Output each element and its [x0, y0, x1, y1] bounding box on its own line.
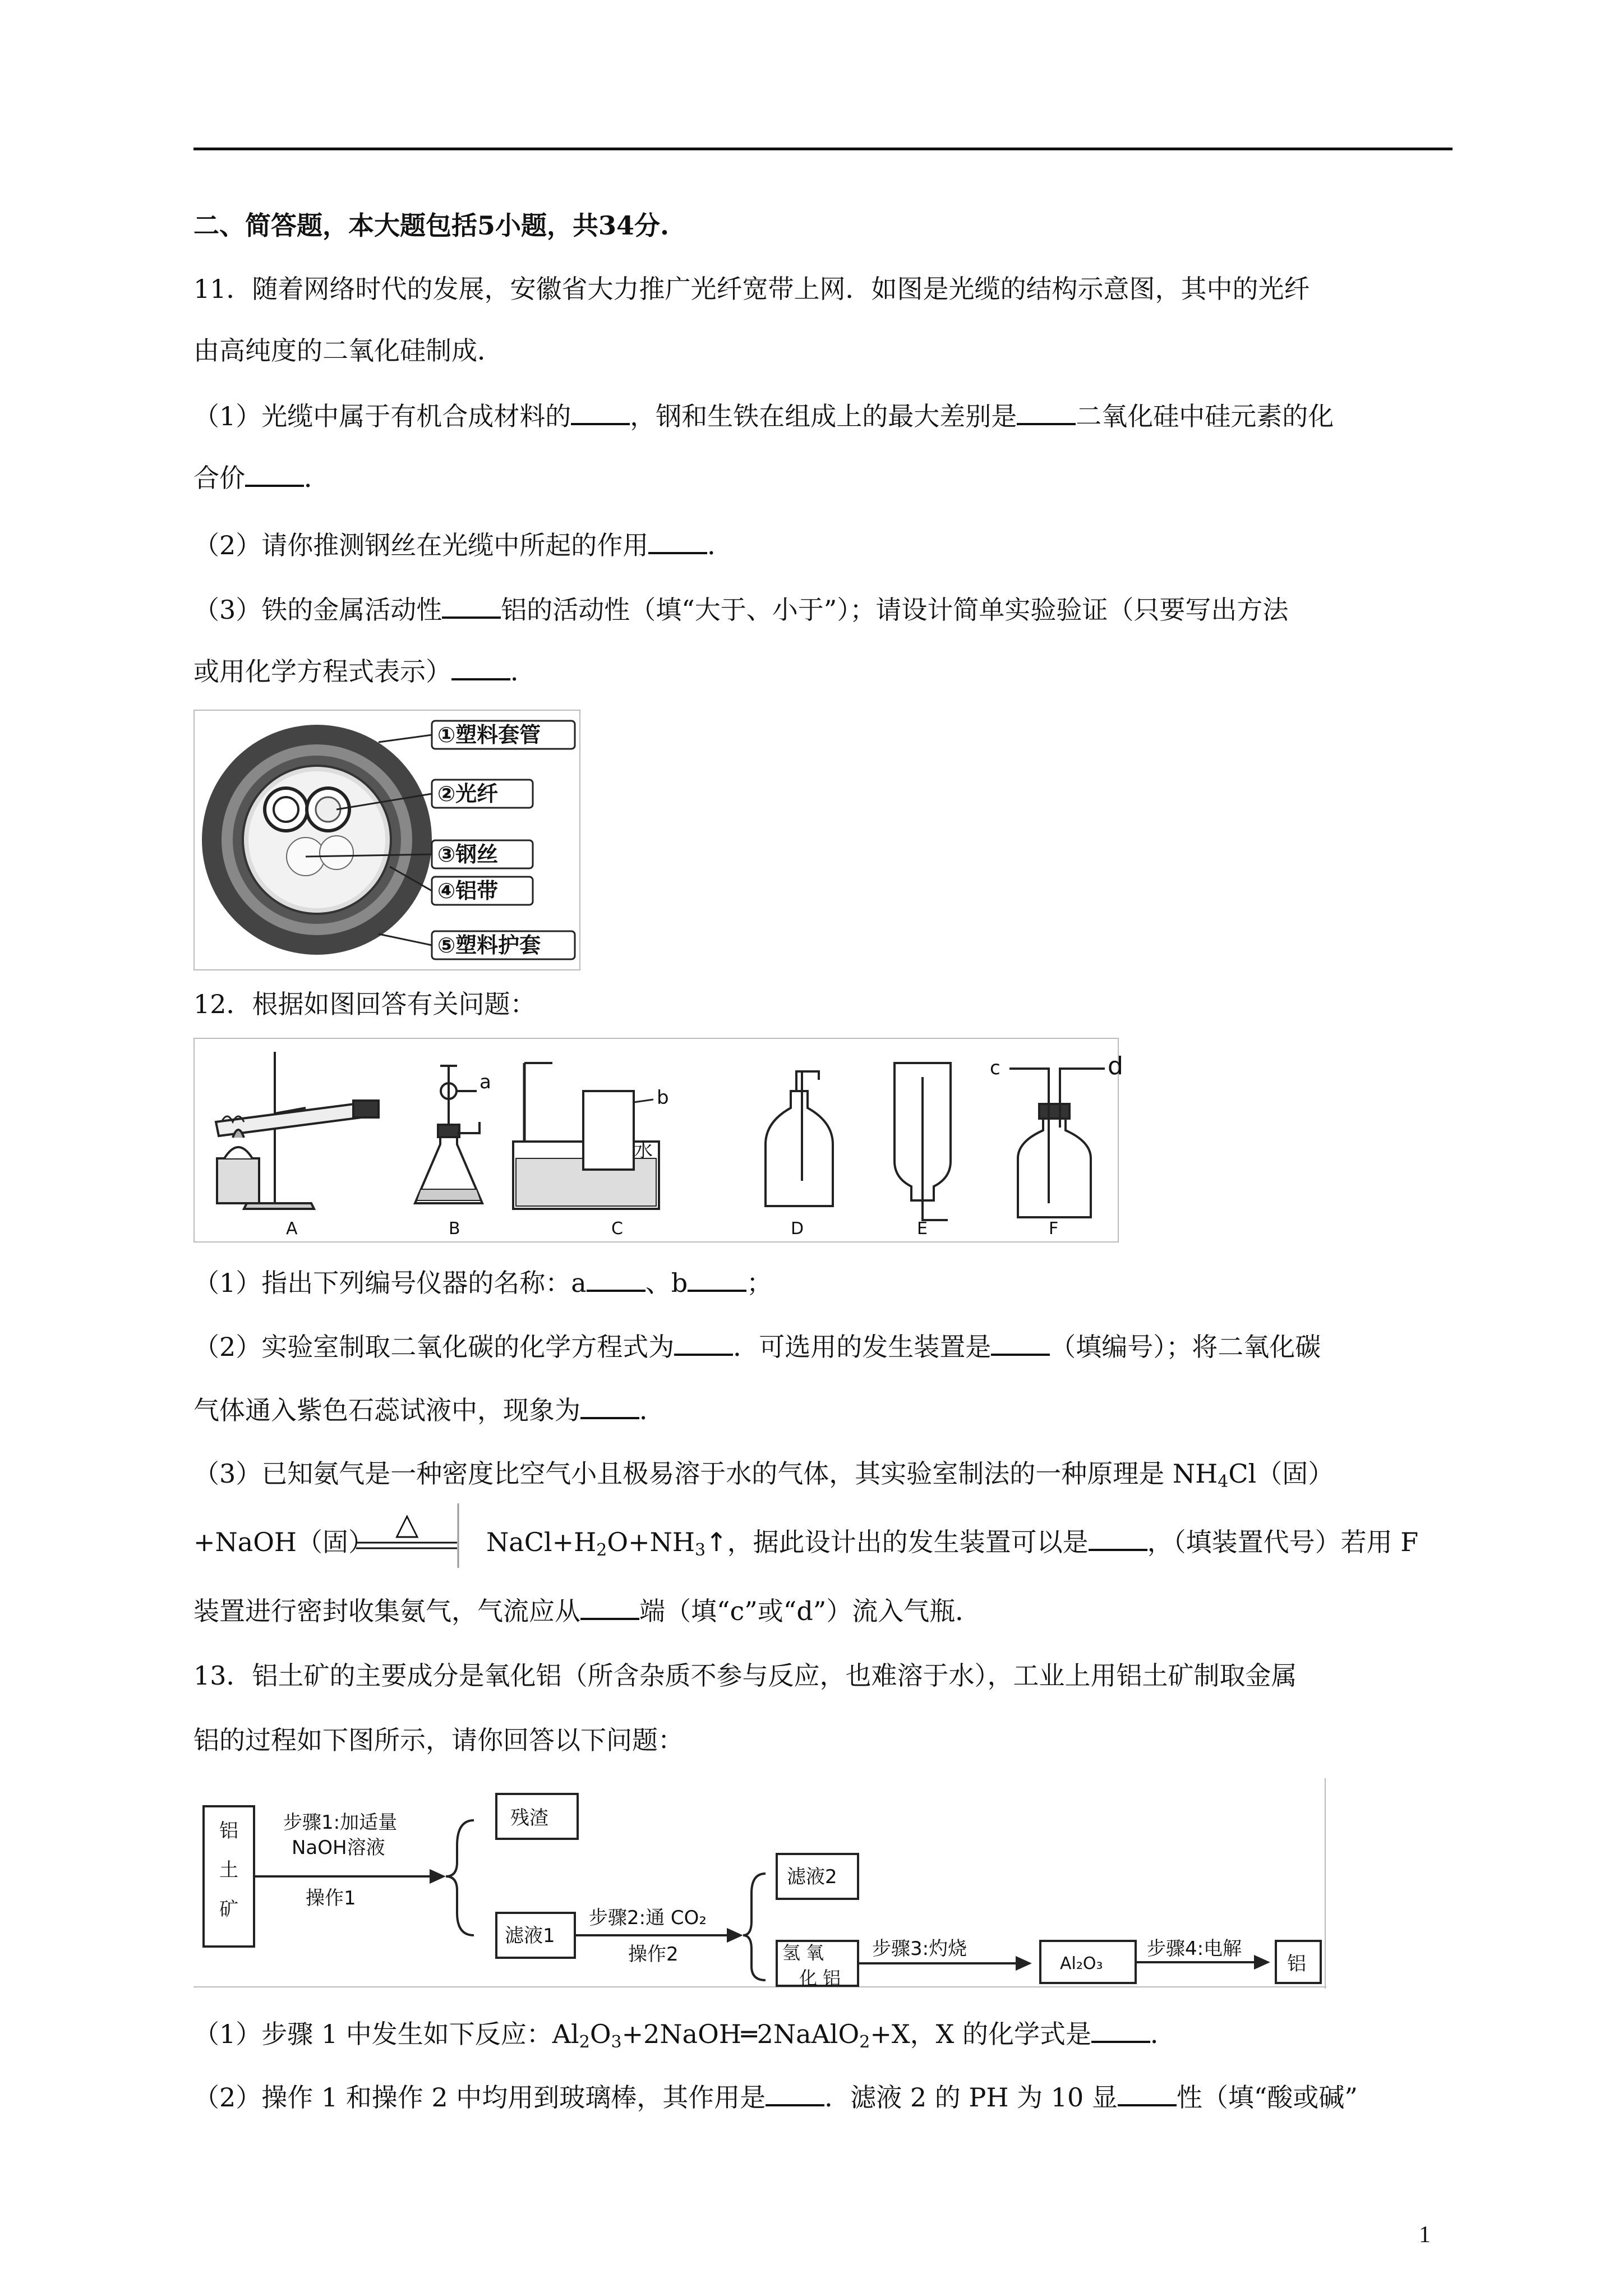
apparatus-label: B: [449, 1219, 460, 1239]
q13-stem-line2: 铝的过程如下图所示，请你回答以下问题：: [193, 1725, 684, 1755]
apparatus-figure: [193, 1038, 1123, 1243]
apparatus-label: A: [286, 1219, 298, 1239]
cable-label: ③钢丝: [437, 842, 499, 867]
apparatus-c: [513, 1063, 659, 1209]
answer-blank[interactable]: [1017, 397, 1076, 425]
cable-label: ①塑料套管: [437, 723, 541, 747]
label-water: 水: [634, 1139, 653, 1162]
q11-stem-line2: 由高纯度的二氧化硅制成．: [193, 335, 503, 366]
answer-blank[interactable]: [442, 591, 501, 619]
cable-label: ⑤塑料护套: [437, 933, 541, 958]
answer-blank[interactable]: [688, 1264, 746, 1292]
q11-part1-line2: 合价 ．: [193, 459, 1453, 496]
answer-blank[interactable]: [580, 1391, 639, 1419]
answer-blank[interactable]: [674, 1328, 733, 1356]
apparatus-f: [1009, 1069, 1105, 1217]
q13-part1: （1）步骤 1 中发生如下反应：$Al_2O_3+2NaOH═2NaAlO_2+X$，X 的化学式是 ．: [193, 2015, 1453, 2052]
label-d: d: [1108, 1052, 1123, 1080]
answer-blank[interactable]: [1089, 1523, 1147, 1551]
answer-blank[interactable]: [580, 1592, 639, 1620]
q13-part2: （2）操作 1 和操作 2 中均用到玻璃棒，其作用是 ．滤液 2 的 PH 为 10 显 性（填“酸或碱”: [193, 2078, 1453, 2115]
answer-blank[interactable]: [991, 1328, 1050, 1356]
q12-part3-line1: （3）已知氨气是一种密度比空气小且极易溶于水的气体，其实验室制法的一种原理是 $NH_4Cl$（固）: [193, 1458, 1334, 1492]
q11-part2: （2）请你推测钢丝在光缆中所起的作用 ．: [193, 526, 1453, 563]
label-a: a: [479, 1071, 491, 1093]
apparatus-label: E: [917, 1219, 928, 1239]
label-b: b: [657, 1087, 669, 1109]
apparatus-label: C: [611, 1219, 623, 1239]
step3-label: 步骤3:灼烧: [872, 1938, 967, 1960]
cable-label: ④铝带: [437, 878, 499, 903]
answer-blank[interactable]: [1118, 2078, 1177, 2106]
q11-part3-line2: 或用化学方程式表示） ．: [193, 652, 1453, 689]
answer-blank[interactable]: [451, 652, 510, 680]
aluminum-box: 铝: [1287, 1953, 1306, 1975]
alumina-box: Al₂O₃: [1060, 1954, 1103, 1973]
step2-label: 步骤2:通 CO₂: [589, 1907, 707, 1929]
q12-part3-line3: 装置进行密封收集氨气，气流应从 端（填“c”或“d”）流入气瓶．: [193, 1592, 1453, 1629]
cable-label: ②光纤: [437, 781, 499, 806]
apparatus-a: [216, 1052, 379, 1209]
answer-blank[interactable]: [648, 526, 707, 554]
header-rule: [193, 148, 1453, 150]
q12-part1: （1）指出下列编号仪器的名称：a 、b ；: [193, 1264, 1453, 1301]
q12-part3-line2: +NaOH（固） $NaCl+H_2O+NH_3↑$，据此设计出的发生装置可以是 ，（填装置代号）若用 F: [193, 1523, 1453, 1560]
residue-box: 残渣: [510, 1807, 548, 1829]
q13-stem-line1: 13．铝土矿的主要成分是氧化铝（所含杂质不参与反应，也难溶于水），工业上用铝土矿制取金属: [193, 1660, 1297, 1691]
step1-reagent: NaOH溶液: [292, 1837, 385, 1859]
answer-blank[interactable]: [245, 459, 304, 487]
q11-part1-line1: （1）光缆中属于有机合成材料的 ，钢和生铁在组成上的最大差别是 二氧化硅中硅元素的化: [193, 397, 1453, 434]
step1-label: 步骤1:加适量: [283, 1811, 398, 1834]
ore-label: 铝土矿: [219, 1820, 238, 1921]
answer-blank[interactable]: [766, 2078, 824, 2106]
answer-blank[interactable]: [587, 1264, 645, 1292]
page-number: 1: [1419, 2222, 1431, 2248]
filtrate2-box: 滤液2: [787, 1866, 837, 1888]
filtrate1-box: 滤液1: [505, 1925, 555, 1947]
answer-blank[interactable]: [1091, 2015, 1150, 2043]
q12-part2-line1: （2）实验室制取二氧化碳的化学方程式为 ．可选用的发生装置是 （填编号）；将二氧化碳: [193, 1328, 1453, 1365]
label-c: c: [990, 1057, 1000, 1079]
apparatus-d: [766, 1071, 833, 1206]
step4-label: 步骤4:电解: [1147, 1938, 1242, 1960]
operation1-label: 操作1: [306, 1887, 356, 1910]
cable-structure-figure: [193, 710, 580, 970]
operation2-label: 操作2: [628, 1943, 679, 1966]
heat-symbol: △: [395, 1506, 419, 1542]
apparatus-label: D: [791, 1219, 804, 1239]
section-heading: 二、简答题，本大题包括5小题，共34分.: [193, 210, 670, 241]
q11-stem-line1: 11．随着网络时代的发展，安徽省大力推广光纤宽带上网．如图是光缆的结构示意图，其中的光纤: [193, 274, 1310, 304]
q12-part2-line2: 气体通入紫色石蕊试液中，现象为 ．: [193, 1391, 1453, 1428]
apparatus-e: [895, 1063, 951, 1220]
apparatus-b: [415, 1066, 482, 1203]
hydroxide-box: 氢 氧化 铝: [782, 1942, 841, 1989]
q12-stem: 12．根据如图回答有关问题：: [193, 989, 536, 1019]
apparatus-label: F: [1049, 1219, 1059, 1239]
q11-part3-line1: （3）铁的金属活动性 铝的活动性（填“大于、小于”）；请设计简单实验验证（只要写出方法: [193, 591, 1453, 628]
bauxite-flow-diagram: [193, 1778, 1326, 1989]
answer-blank[interactable]: [571, 397, 630, 425]
